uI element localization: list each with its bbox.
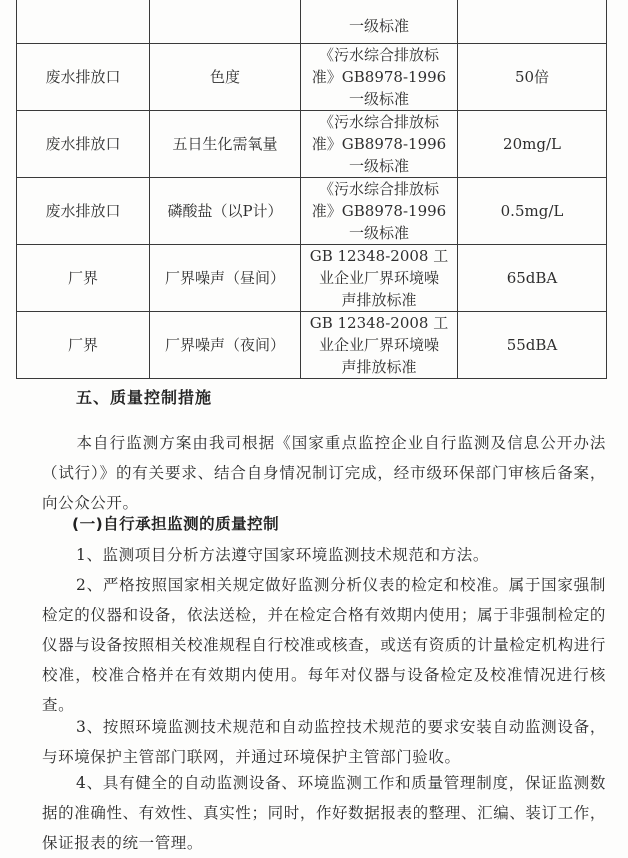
limit-cell: 20mg/L bbox=[458, 111, 607, 178]
standard-line: 声排放标准 bbox=[341, 358, 417, 376]
standard-line: 一级标准 bbox=[348, 157, 409, 175]
table-row bbox=[17, 312, 607, 379]
table-row bbox=[17, 0, 607, 44]
standard-line: 声排放标准 bbox=[341, 291, 417, 309]
monitor-point-cell bbox=[17, 0, 150, 44]
monitor-point-cell: 厂界 bbox=[17, 245, 150, 312]
monitor-item-cell: 磷酸盐（以P计） bbox=[150, 178, 301, 245]
standard-cell bbox=[301, 312, 458, 379]
standard-line: 一级标准 bbox=[348, 90, 409, 108]
standard-line: 准》GB8978-1996 bbox=[311, 202, 447, 220]
standard-line: 准》GB8978-1996 bbox=[311, 68, 447, 86]
list-item bbox=[42, 540, 606, 570]
list-item-text: 3、按照环境监测技术规范和自动监控技术规范的要求安装自动监测设备，与环境保护主管部门联网，并通过环境保护主管部门验收。 bbox=[42, 718, 606, 766]
limit-cell bbox=[458, 0, 607, 44]
standard-line: 《污水综合排放标 bbox=[318, 113, 439, 131]
table-row bbox=[17, 111, 607, 178]
table-row bbox=[17, 44, 607, 111]
standard-line: 一级标准 bbox=[348, 224, 409, 242]
sub-heading: (一)自行承担监测的质量控制 bbox=[72, 515, 280, 533]
standard-line: 业企业厂界环境噪 bbox=[318, 269, 439, 287]
standard-line: GB 12348-2008 工 bbox=[309, 247, 449, 265]
limit-cell: 55dBA bbox=[458, 312, 607, 379]
standard-cell bbox=[301, 0, 458, 44]
section-heading: 五、质量控制措施 bbox=[76, 388, 213, 407]
intro-text: 本自行监测方案由我司根据《国家重点监控企业自行监测及信息公开办法（试行）》的有关要求、结合自身情况制订完成，经市级环保部门审核后备案，向公众公开。 bbox=[42, 434, 606, 512]
limit-cell: 65dBA bbox=[458, 245, 607, 312]
standard-line: 一级标准 bbox=[348, 17, 409, 35]
monitor-item-cell: 厂界噪声（昼间） bbox=[150, 245, 301, 312]
table-row bbox=[17, 178, 607, 245]
standard-line: GB 12348-2008 工 bbox=[309, 314, 449, 332]
list-item-text: 4、具有健全的自动监测设备、环境监测工作和质量管理制度，保证监测数据的准确性、有效性、真实性；同时，作好数据报表的整理、汇编、装订工作，保证报表的统一管理。 bbox=[42, 774, 606, 852]
monitoring-standards-table bbox=[16, 0, 607, 379]
list-item-text: 2、严格按照国家相关规定做好监测分析仪表的检定和校准。属于国家强制检定的仪器和设备，依法送检，并在检定合格有效期内使用；属于非强制检定的仪器与设备按照相关校准规程自行校准或核查，或送有资质的计量检定机构进行校准，校准合格并在有效期内使用。每年对仪器与设备检定及校准情况进行核查。 bbox=[42, 576, 606, 714]
standard-cell bbox=[301, 178, 458, 245]
monitor-point-cell: 废水排放口 bbox=[17, 111, 150, 178]
standard-cell bbox=[301, 245, 458, 312]
monitor-point-cell: 厂界 bbox=[17, 312, 150, 379]
monitor-point-cell: 废水排放口 bbox=[17, 178, 150, 245]
standard-line: 业企业厂界环境噪 bbox=[318, 336, 439, 354]
list-item bbox=[42, 712, 606, 772]
table-row bbox=[17, 245, 607, 312]
standard-cell bbox=[301, 111, 458, 178]
standard-cell bbox=[301, 44, 458, 111]
standard-line: 《污水综合排放标 bbox=[318, 46, 439, 64]
monitor-item-cell: 五日生化需氧量 bbox=[150, 111, 301, 178]
standard-line: 准》GB8978-1996 bbox=[311, 135, 447, 153]
limit-cell: 0.5mg/L bbox=[458, 178, 607, 245]
monitor-item-cell: 厂界噪声（夜间） bbox=[150, 312, 301, 379]
monitor-point-cell: 废水排放口 bbox=[17, 44, 150, 111]
list-item bbox=[42, 768, 606, 858]
limit-cell: 50倍 bbox=[458, 44, 607, 111]
intro-paragraph bbox=[42, 428, 606, 518]
standard-line: 《污水综合排放标 bbox=[318, 180, 439, 198]
list-item bbox=[42, 570, 606, 720]
monitor-item-cell: 色度 bbox=[150, 44, 301, 111]
list-item-text: 1、监测项目分析方法遵守国家环境监测技术规范和方法。 bbox=[76, 546, 489, 564]
monitor-item-cell bbox=[150, 0, 301, 44]
